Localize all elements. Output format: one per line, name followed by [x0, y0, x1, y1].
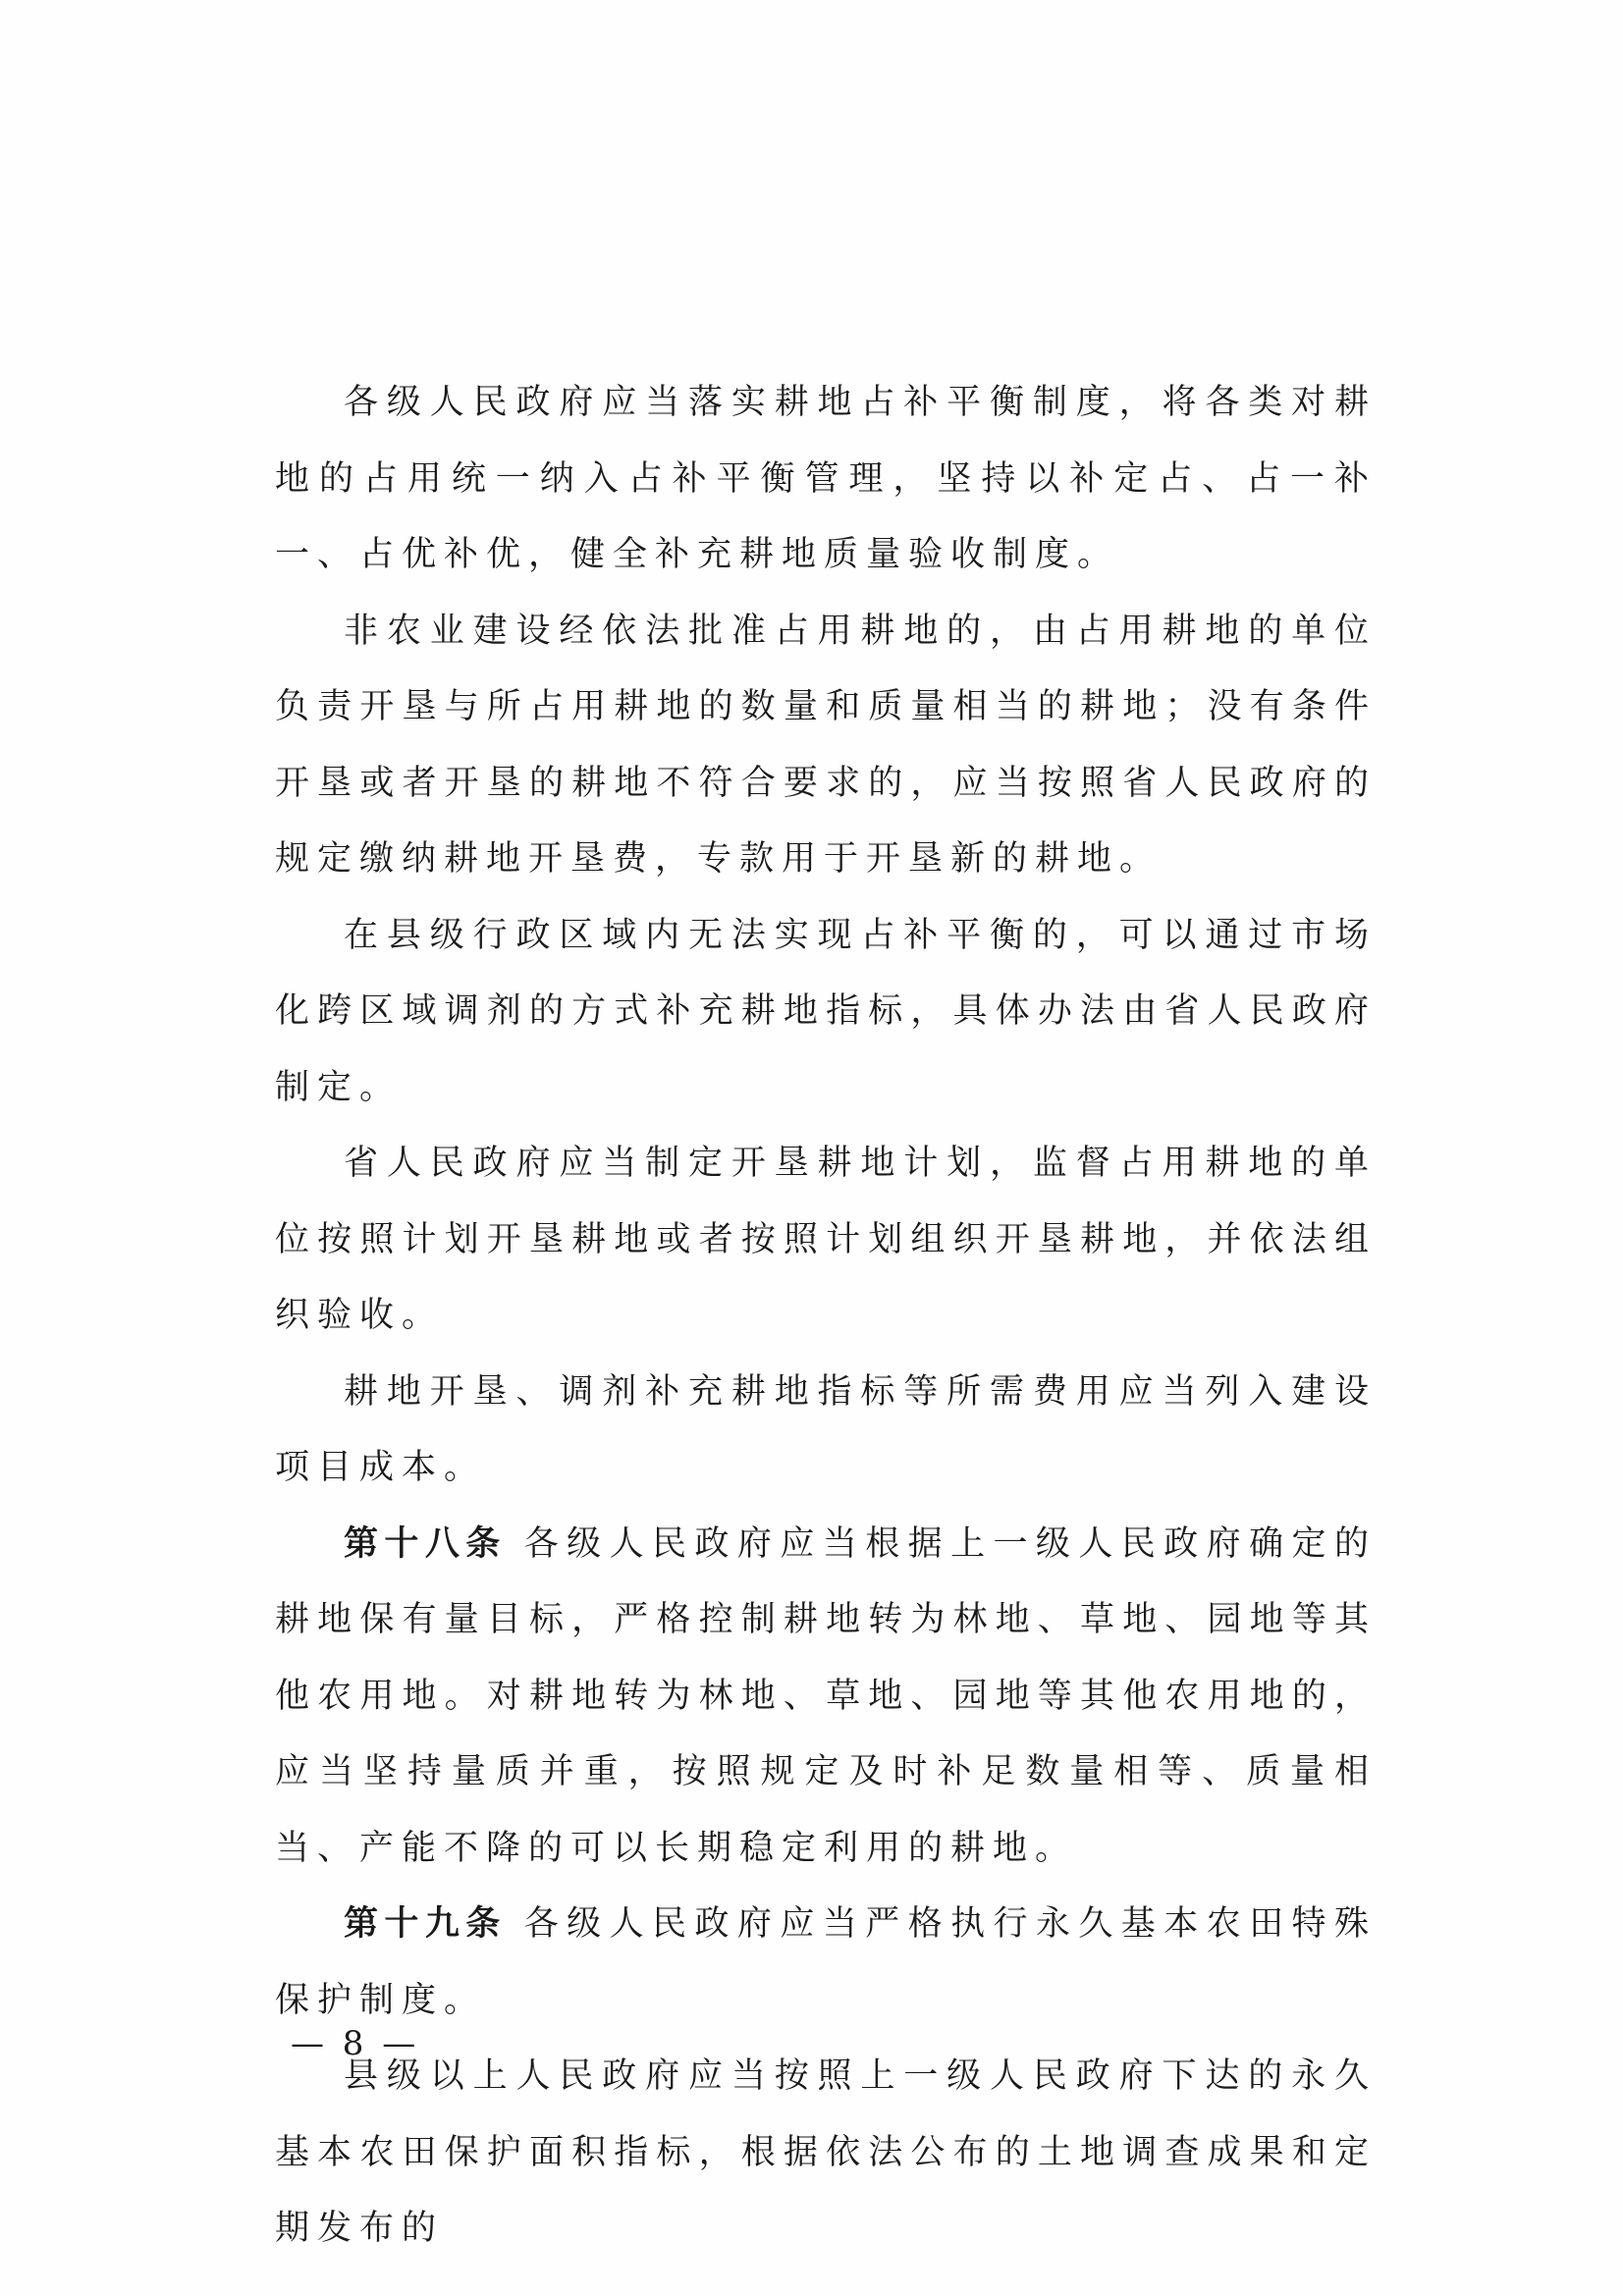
- paragraph-text: 县级以上人民政府应当按照上一级人民政府下达的永久基本农田保护面积指标，根据依法公布的土地调查成果和定期发布的: [275, 2056, 1377, 2248]
- paragraph: [275, 594, 1377, 898]
- article-heading: 第十八条: [344, 1523, 507, 1564]
- paragraph: [275, 2039, 1377, 2268]
- paragraph-text: 各级人民政府应当落实耕地占补平衡制度，将各类对耕地的占用统一纳入占补平衡管理，坚持以补定占、占一补一、占优补优，健全补充耕地质量验收制度。: [275, 383, 1377, 574]
- paragraph-article-18: [275, 1507, 1377, 1888]
- paragraph: [275, 898, 1377, 1127]
- paragraph-text: 省人民政府应当制定开垦耕地计划，监督占用耕地的单位按照计划开垦耕地或者按照计划组织开垦耕地，并依法组织验收。: [275, 1144, 1377, 1335]
- page-number: — 8 —: [291, 2024, 420, 2063]
- paragraph-text: 非农业建设经依法批准占用耕地的，由占用耕地的单位负责开垦与所占用耕地的数量和质量相当的耕地；没有条件开垦或者开垦的耕地不符合要求的，应当按照省人民政府的规定缴纳耕地开垦费，专款用于开垦新的耕地。: [275, 611, 1377, 879]
- paragraph-text: 各级人民政府应当严格执行永久基本农田特殊保护制度。: [275, 1904, 1377, 2020]
- document-body: [275, 365, 1377, 2268]
- paragraph-text: 耕地开垦、调剂补充耕地指标等所需费用应当列入建设项目成本。: [275, 1371, 1377, 1487]
- paragraph: [275, 365, 1377, 594]
- paragraph: [275, 1126, 1377, 1355]
- paragraph-text: 各级人民政府应当根据上一级人民政府确定的耕地保有量目标，严格控制耕地转为林地、草地、园地等其他农用地。对耕地转为林地、草地、园地等其他农用地的，应当坚持量质并重，按照规定及时补足数量相等、质量相当、产能不降的可以长期稳定利用的耕地。: [275, 1523, 1377, 1868]
- paragraph-article-19: [275, 1887, 1377, 2039]
- paragraph-text: 在县级行政区域内无法实现占补平衡的，可以通过市场化跨区域调剂的方式补充耕地指标，具体办法由省人民政府制定。: [275, 915, 1377, 1107]
- paragraph: [275, 1355, 1377, 1507]
- article-heading: 第十九条: [344, 1904, 507, 1944]
